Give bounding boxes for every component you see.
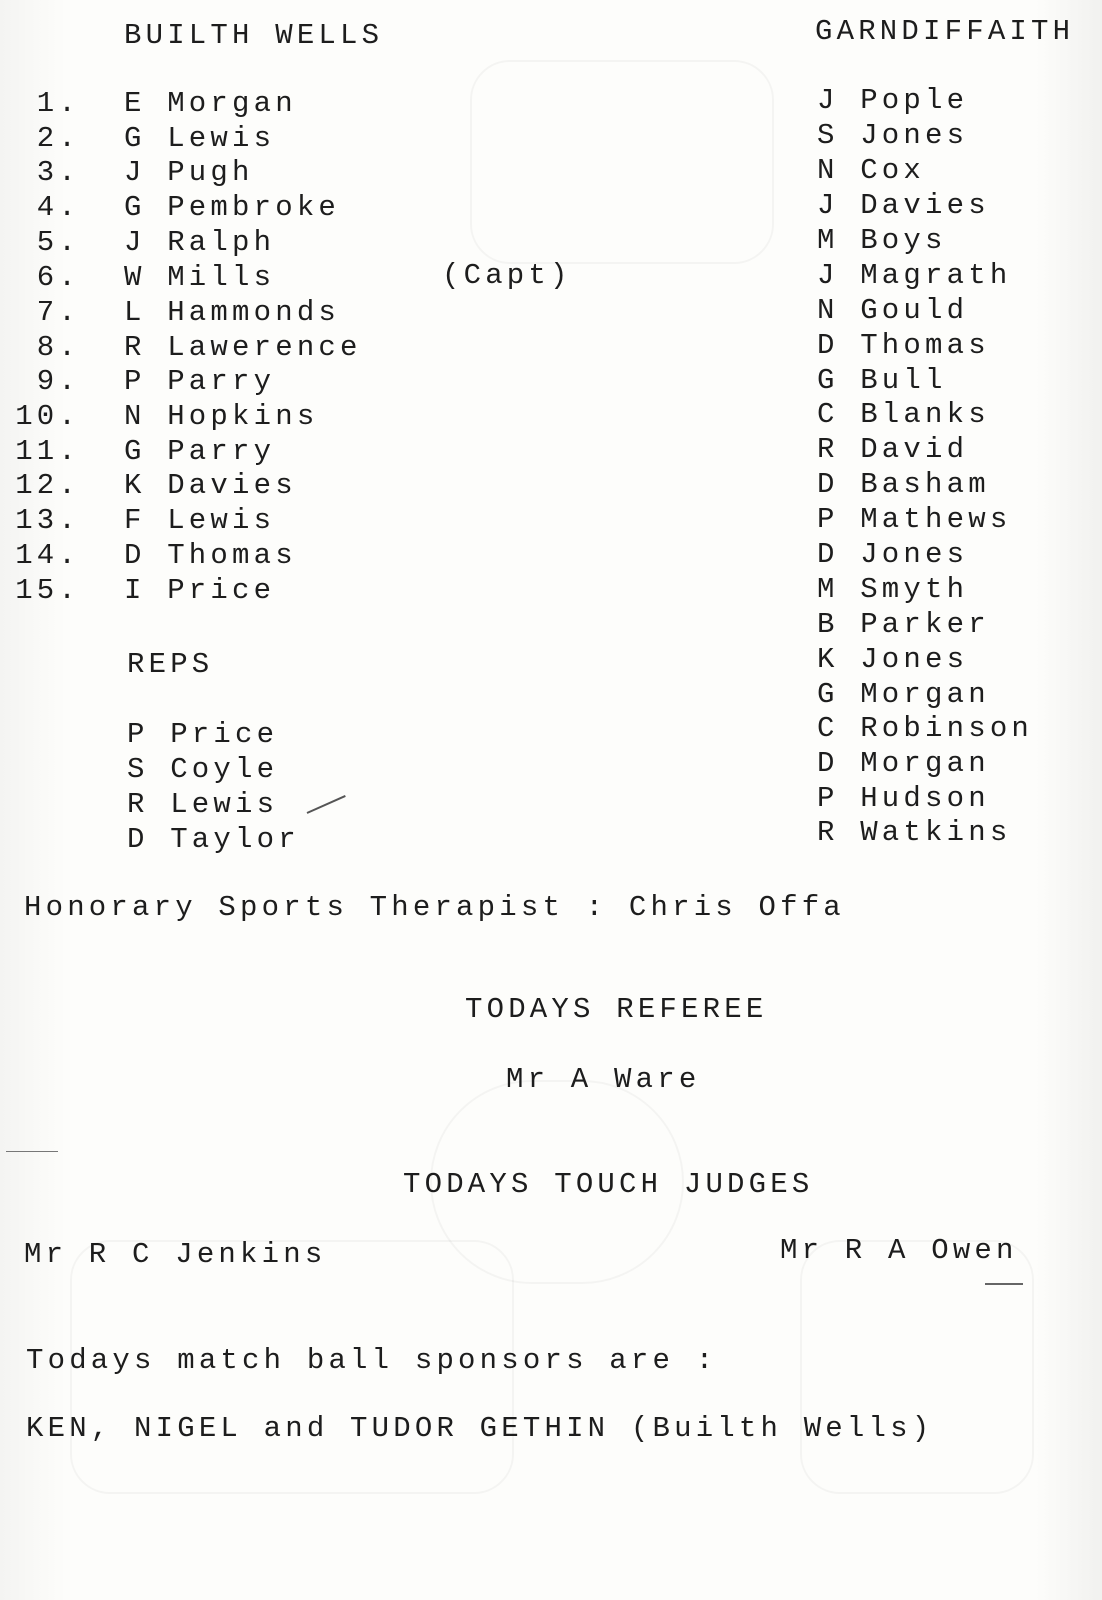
pen-tick-mark (307, 795, 346, 814)
player-name: N Hopkins (124, 400, 319, 433)
player-name: P Parry (124, 365, 276, 398)
rep-name: S Coyle (127, 753, 279, 786)
captain-note: (Capt) (442, 259, 572, 292)
player-name: W Mills (124, 261, 276, 294)
away-team-heading: GARNDIFFAITH (815, 15, 1075, 48)
player-name: P Mathews (817, 503, 1012, 536)
player-name: G Bull (817, 364, 947, 397)
player-name: I Price (124, 574, 276, 607)
player-name: G Morgan (817, 678, 990, 711)
player-name: G Parry (124, 435, 276, 468)
rep-name: D Taylor (127, 823, 300, 856)
player-name: J Davies (817, 189, 990, 222)
rep-name: R Lewis (127, 788, 279, 821)
player-number: 2. (36, 122, 80, 155)
player-number: 7. (36, 296, 80, 329)
player-name: G Pembroke (124, 191, 341, 224)
stray-mark (6, 1151, 58, 1152)
player-name: G Lewis (124, 122, 276, 155)
referee-heading: TODAYS REFEREE (465, 993, 768, 1026)
player-name: M Smyth (817, 573, 969, 606)
player-number: 6. (36, 261, 80, 294)
player-name: J Pugh (124, 156, 254, 189)
player-name: J Ralph (124, 226, 276, 259)
therapist-line: Honorary Sports Therapist : Chris Offa (24, 891, 845, 924)
player-name: D Basham (817, 468, 990, 501)
player-number: 10. (15, 400, 80, 433)
player-name: E Morgan (124, 87, 297, 120)
show-through-shape (800, 1240, 1034, 1494)
home-team-heading: BUILTH WELLS (124, 19, 384, 52)
stray-mark (985, 1283, 1023, 1285)
player-name: D Jones (817, 538, 969, 571)
player-number: 11. (15, 435, 80, 468)
player-name: R David (817, 433, 969, 466)
referee-name: Mr A Ware (506, 1063, 701, 1096)
player-name: R Lawerence (124, 331, 362, 364)
player-name: C Blanks (817, 398, 990, 431)
touch-judges-heading: TODAYS TOUCH JUDGES (403, 1168, 814, 1201)
player-name: C Robinson (817, 712, 1034, 745)
player-name: S Jones (817, 119, 969, 152)
reps-heading: REPS (127, 648, 214, 681)
player-number: 12. (15, 469, 80, 502)
player-number: 5. (36, 226, 80, 259)
player-name: B Parker (817, 608, 990, 641)
sponsors-names: KEN, NIGEL and TUDOR GETHIN (Builth Wells) (26, 1412, 934, 1445)
player-name: L Hammonds (124, 296, 341, 329)
player-number: 3. (36, 156, 80, 189)
player-name: K Davies (124, 469, 297, 502)
sponsors-intro: Todays match ball sponsors are : (26, 1344, 718, 1377)
player-name: D Thomas (817, 329, 990, 362)
player-number: 13. (15, 504, 80, 537)
rep-name: P Price (127, 718, 279, 751)
player-name: F Lewis (124, 504, 276, 537)
player-name: M Boys (817, 224, 947, 257)
player-name: R Watkins (817, 816, 1012, 849)
player-number: 1. (36, 87, 80, 120)
touch-judge-left: Mr R C Jenkins (24, 1238, 327, 1271)
player-name: J Pople (817, 84, 969, 117)
touch-judge-right: Mr R A Owen (780, 1234, 1018, 1267)
player-name: P Hudson (817, 782, 990, 815)
player-number: 14. (15, 539, 80, 572)
player-number: 15. (15, 574, 80, 607)
player-name: K Jones (817, 643, 969, 676)
show-through-shape (470, 60, 774, 264)
player-name: D Morgan (817, 747, 990, 780)
player-number: 9. (36, 365, 80, 398)
player-name: N Gould (817, 294, 969, 327)
player-number: 8. (36, 331, 80, 364)
player-name: D Thomas (124, 539, 297, 572)
player-name: N Cox (817, 154, 926, 187)
player-name: J Magrath (817, 259, 1012, 292)
player-number: 4. (36, 191, 80, 224)
